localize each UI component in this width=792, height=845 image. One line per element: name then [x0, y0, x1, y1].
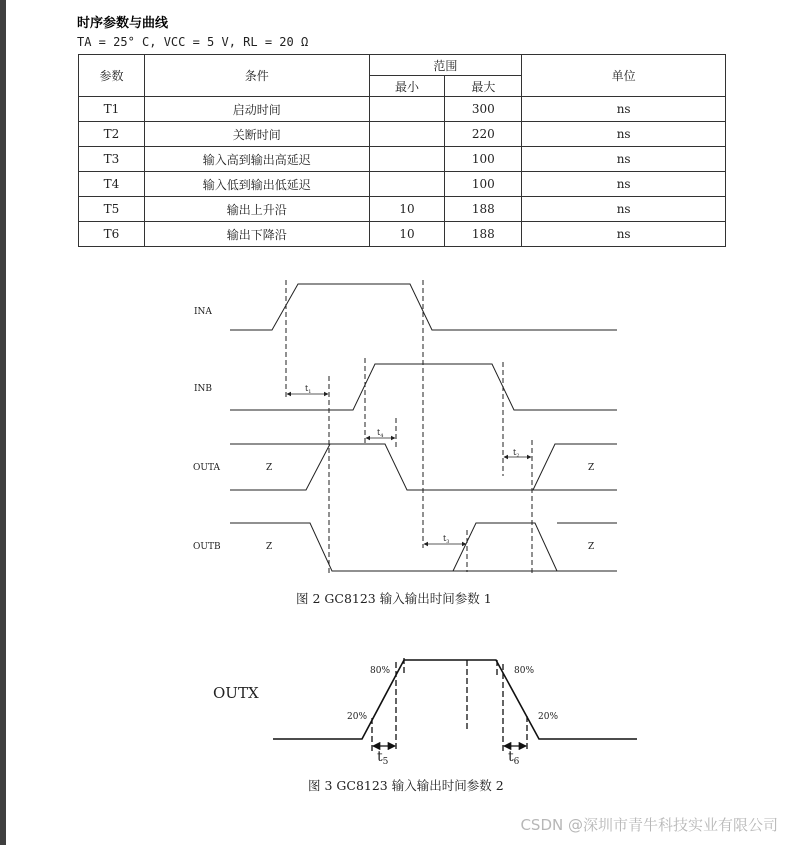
- cell-condition: 输出上升沿: [144, 197, 369, 222]
- cell-unit: ns: [522, 97, 726, 122]
- cell-max: 188: [445, 222, 522, 247]
- pct80-right: 80%: [514, 666, 535, 676]
- dashed-reference-lines: [286, 280, 532, 574]
- state-z: Z: [588, 542, 595, 552]
- t4-label: $t_4$: [377, 428, 384, 439]
- cell-min: 10: [369, 197, 445, 222]
- t2-label: $t_2$: [513, 448, 520, 459]
- cell-max: 100: [445, 172, 522, 197]
- waveform-outx: [273, 660, 637, 739]
- state-z: Z: [588, 463, 595, 473]
- section-title: 时序参数与曲线: [77, 16, 169, 31]
- cell-max: 188: [445, 197, 522, 222]
- watermark: CSDN @深圳市青牛科技实业有限公司: [520, 816, 778, 834]
- cell-condition: 输入低到输出低延迟: [144, 172, 369, 197]
- header-param: 参数: [79, 55, 145, 97]
- cell-unit: ns: [522, 172, 726, 197]
- signal-label-ina: INA: [194, 307, 212, 317]
- cell-param: T3: [79, 147, 145, 172]
- cell-min: 10: [369, 222, 445, 247]
- signal-label-inb: INB: [194, 384, 213, 394]
- cell-param: T4: [79, 172, 145, 197]
- pct20-left: 20%: [347, 712, 368, 722]
- cell-unit: ns: [522, 147, 726, 172]
- cell-param: T1: [79, 97, 145, 122]
- cell-unit: ns: [522, 222, 726, 247]
- cell-max: 220: [445, 122, 522, 147]
- cell-param: T5: [79, 197, 145, 222]
- t5-label: $t_5$: [377, 749, 389, 767]
- cell-condition: 启动时间: [144, 97, 369, 122]
- t6-label: $t_6$: [508, 749, 520, 767]
- header-max: 最大: [445, 76, 522, 97]
- signal-label-outx: OUTX: [213, 684, 259, 702]
- signal-label-outb: OUTB: [193, 542, 221, 552]
- header-range: 范围: [369, 55, 522, 76]
- pct80-left: 80%: [370, 666, 391, 676]
- state-z: Z: [266, 463, 273, 473]
- t1-label: $t_1$: [305, 384, 312, 395]
- cell-param: T2: [79, 122, 145, 147]
- t3-label: $t_3$: [443, 534, 450, 545]
- cell-unit: ns: [522, 122, 726, 147]
- figure2-caption: 图 2 GC8123 输入输出时间参数 1: [296, 591, 492, 606]
- header-min: 最小: [369, 76, 445, 97]
- header-condition: 条件: [144, 55, 369, 97]
- cell-condition: 关断时间: [144, 122, 369, 147]
- cell-condition: 输出下降沿: [144, 222, 369, 247]
- pct20-right: 20%: [538, 712, 559, 722]
- signal-label-outa: OUTA: [193, 463, 220, 473]
- cell-max: 100: [445, 147, 522, 172]
- figure3-caption: 图 3 GC8123 输入输出时间参数 2: [308, 778, 504, 793]
- figure3-dashed-lines: [372, 658, 527, 752]
- cell-unit: ns: [522, 197, 726, 222]
- test-conditions: TA = 25° C, VCC = 5 V, RL = 20 Ω: [77, 35, 309, 49]
- header-unit: 单位: [522, 55, 726, 97]
- cell-param: T6: [79, 222, 145, 247]
- cell-max: 300: [445, 97, 522, 122]
- state-z: Z: [266, 542, 273, 552]
- cell-condition: 输入高到输出高延迟: [144, 147, 369, 172]
